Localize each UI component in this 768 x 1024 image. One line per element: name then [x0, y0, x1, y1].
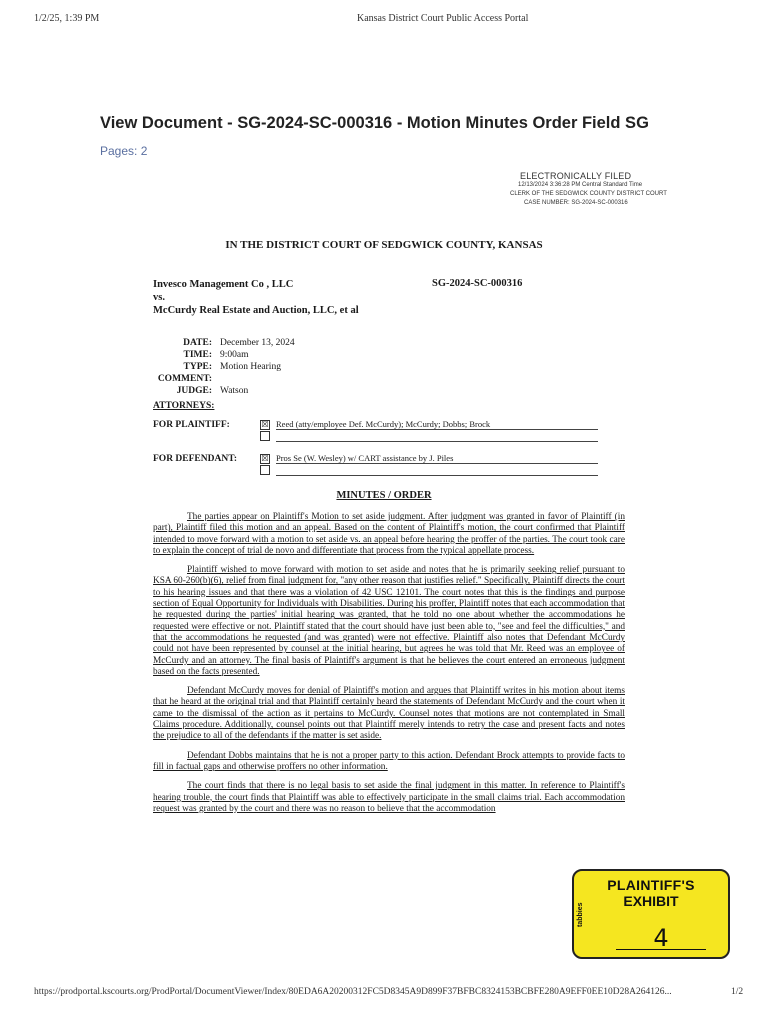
time-label: TIME:: [183, 350, 212, 360]
case-caption: [153, 278, 359, 317]
efile-line3: CLERK OF THE SEDGWICK COUNTY DISTRICT COURT: [510, 191, 667, 197]
print-footer-url: https://prodportal.kscourts.org/ProdPortal/DocumentViewer/Index/80EDA6A20200312FC5D8345A9D899F37BFBC8324153BCBFE280A9EFF0EE10D28A264126...: [34, 987, 672, 997]
case-number: SG-2024-SC-000316: [432, 278, 523, 289]
efile-line1: ELECTRONICALLY FILED: [520, 171, 632, 181]
page-count: Pages: 2: [100, 144, 148, 158]
plaintiff-checkbox-checked: ☒: [261, 420, 269, 429]
minutes-body: [153, 512, 625, 823]
defendant-attorney-label: FOR DEFENDANT:: [153, 454, 238, 464]
defendant-checkbox-empty: [260, 465, 270, 475]
defendant-name: McCurdy Real Estate and Auction, LLC, et al: [153, 305, 359, 316]
date-label: DATE:: [183, 338, 212, 348]
exhibit-line1: PLAINTIFF'S: [607, 877, 695, 893]
attorneys-heading: ATTORNEYS:: [153, 401, 215, 411]
versus: vs.: [153, 292, 165, 303]
page-title: View Document - SG-2024-SC-000316 - Motion Minutes Order Field SG: [100, 114, 649, 132]
hearing-time: 9:00am: [220, 350, 249, 360]
paragraph-1: The parties appear on Plaintiff's Motion to set aside judgment. After judgment was granted in favor of Plaintiff (in part), Plaintiff filed this motion and an appeal. Based on the content of Plaintiff's motion, the court confirmed that Plaintiff intended to move forward with a motion to set aside vs. an appeal before hearing the proffer of the parties. The court took care to explain the concept of trial de novo and differentiate that process from the typical appellate process.: [153, 512, 625, 556]
defendant-checkbox-checked: ☒: [261, 454, 269, 463]
exhibit-number: 4: [616, 927, 706, 950]
plaintiff-attorney-label: FOR PLAINTIFF:: [153, 420, 230, 430]
judge-label: JUDGE:: [176, 386, 212, 396]
plaintiff-attorney-line-1: Reed (atty/employee Def. McCurdy); McCurdy; Dobbs; Brock: [276, 419, 598, 430]
type-label: TYPE:: [183, 362, 212, 372]
print-footer-page: 1/2: [731, 987, 744, 997]
hearing-date: December 13, 2024: [220, 338, 295, 348]
efile-stamp: [510, 171, 667, 208]
defendant-attorney-line-1: Pros Se (W. Wesley) w/ CART assistance by J. Piles: [276, 453, 598, 464]
efile-line4: CASE NUMBER: SG-2024-SC-000316: [524, 200, 628, 206]
comment-label: COMMENT:: [157, 374, 212, 384]
print-datetime: 1/2/25, 1:39 PM: [34, 13, 100, 24]
efile-line2: 12/13/2024 3:36:28 PM Central Standard Time: [518, 182, 643, 188]
hearing-type: Motion Hearing: [220, 362, 281, 372]
exhibit-line2: EXHIBIT: [623, 893, 679, 909]
print-site-title: Kansas District Court Public Access Portal: [357, 13, 529, 24]
paragraph-2: Plaintiff wished to move forward with motion to set aside and notes that he is primarily seeking relief pursuant to KSA 60-260(b)(6), relief from final judgment for, "any other reason that justifies relief." Specifically, Plaintiff directs the court to his hearing issues and that there was a violation of 42 USC 12101. The court notes that this is the findings and purpose section of Equal Opportunity for Individuals with Disabilities. During his proffer, Plaintiff notes that each accommodation that he requested during the parties' initial hearing was granted, that he told no one about whether the accommodations he requested were effective or not. Plaintiff stated that the court should have just been able to, "see and feel the difficulties," and that the accommodations he requested (and was granted) were not effective. Plaintiff also notes that Defendant McCurdy could not have been represented by counsel at the initial hearing, but agrees he was told that Mr. Reed was an employee of McCurdy and an attorney. The final basis of Plaintiff's argument is that he believes the court entered an erroneous judgment based on the facts presented.: [153, 565, 625, 677]
plaintiff-name: Invesco Management Co , LLC: [153, 279, 294, 290]
plaintiff-checkbox-empty: [260, 431, 270, 441]
minutes-heading: MINUTES / ORDER: [336, 490, 432, 501]
defendant-attorney-line-2: [276, 465, 598, 476]
exhibit-sticker: [572, 869, 730, 959]
hearing-judge: Watson: [220, 386, 249, 396]
paragraph-4: Defendant Dobbs maintains that he is not a proper party to this action. Defendant Brock attempts to provide facts to fill in factual gaps and otherwise proffers no other information.: [153, 750, 625, 772]
plaintiff-attorney-line-2: [276, 431, 598, 442]
sticker-brand: tabbies: [577, 902, 584, 927]
paragraph-3: Defendant McCurdy moves for denial of Plaintiff's motion and argues that Plaintiff writes in his motion about items that he heard at the original trial and that Plaintiff certainly heard the statements of Defendant McCurdy and the court when it came to the dismissal of the action as it pertains to McCurdy. Counsel notes that motions are not contemplated in Small Claims procedure. Additionally, counsel points out that Plaintiff merely intends to retry the case and present facts and notes the prejudice to all of the defendants if the matter is set aside.: [153, 686, 625, 742]
hearing-info: [150, 337, 295, 397]
court-heading: IN THE DISTRICT COURT OF SEDGWICK COUNTY, KANSAS: [225, 239, 543, 251]
paragraph-5: The court finds that there is no legal basis to set aside the final judgment in this matter. In reference to Plaintiff's hearing trouble, the court finds that Plaintiff was able to effectively participate in the small claims trial. Each accommodation request was granted by the court and there was no reason to believe that the accommodation: [153, 781, 625, 814]
